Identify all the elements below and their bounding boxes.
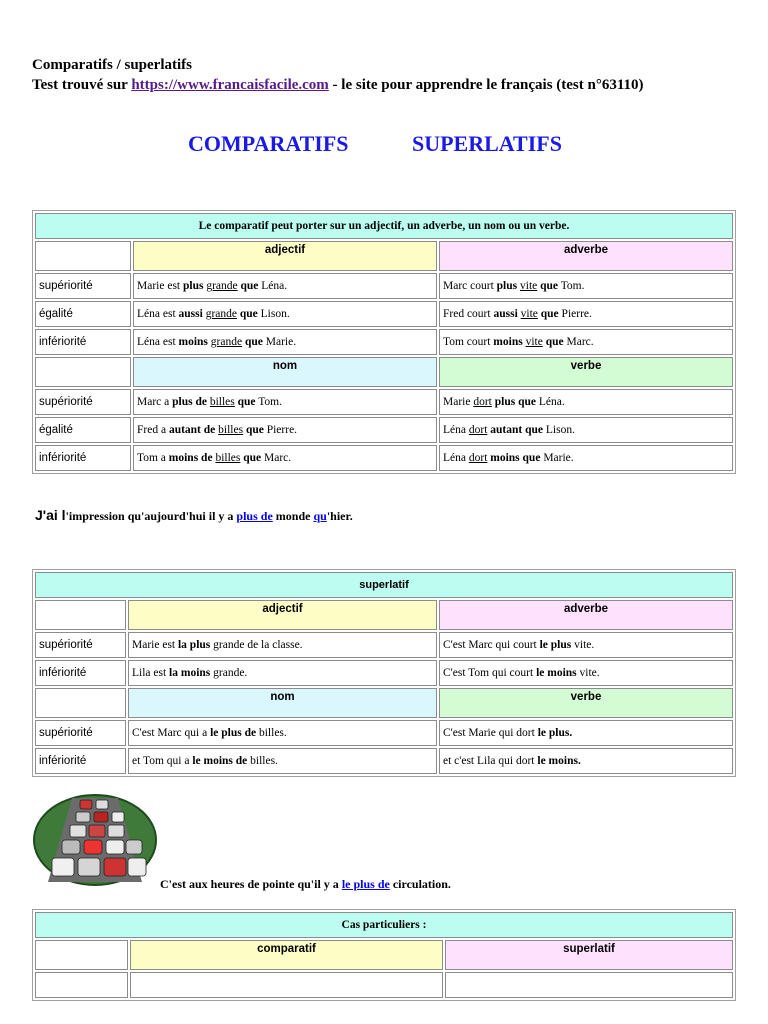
- cell-adverbe-inferiorite: C'est Tom qui court le moins vite.: [439, 660, 733, 686]
- cell-verbe-inferiorite: Léna dort moins que Marie.: [439, 445, 733, 471]
- cell-adverbe-inferiorite: Tom court moins vite que Marc.: [439, 329, 733, 355]
- header-comparatif: comparatif: [130, 940, 443, 970]
- cell-verbe-superiorite: C'est Marie qui dort le plus.: [439, 720, 733, 746]
- cell-adjectif-superiorite: Marie est la plus grande de la classe.: [128, 632, 437, 658]
- cell-adjectif-inferiorite: Lila est la moins grande.: [128, 660, 437, 686]
- empty-cell: [35, 357, 131, 387]
- empty-cell: [35, 688, 126, 718]
- header-verbe: verbe: [439, 688, 733, 718]
- cell-adjectif-egalite: Léna est aussi grande que Lison.: [133, 301, 437, 327]
- header-superlatif: superlatif: [445, 940, 733, 970]
- row-label-superiorite: supériorité: [35, 720, 126, 746]
- plus-de-link[interactable]: plus de: [236, 509, 273, 523]
- cell-nom-superiorite: Marc a plus de billes que Tom.: [133, 389, 437, 415]
- empty-cell: [130, 972, 443, 998]
- cell-nom-egalite: Fred a autant de billes que Pierre.: [133, 417, 437, 443]
- superlatif-caption: superlatif: [35, 572, 733, 598]
- cell-adjectif-superiorite: Marie est plus grande que Léna.: [133, 273, 437, 299]
- comparatif-caption: Le comparatif peut porter sur un adjectif, un adverbe, un nom ou un verbe.: [35, 213, 733, 239]
- empty-cell: [35, 940, 128, 970]
- row-label-inferiorite: infériorité: [35, 660, 126, 686]
- cell-nom-inferiorite: Tom a moins de billes que Marc.: [133, 445, 437, 471]
- cell-verbe-egalite: Léna dort autant que Lison.: [439, 417, 733, 443]
- header-adjectif: adjectif: [128, 600, 437, 630]
- row-label-superiorite: supériorité: [35, 632, 126, 658]
- example-sentence-comparatif: J'ai l'impression qu'aujourd'hui il y a plus de monde qu'hier.: [35, 507, 353, 523]
- header-title: Comparatifs / superlatifs: [32, 57, 192, 73]
- header-adverbe: adverbe: [439, 241, 733, 271]
- cas-particuliers-caption: Cas particuliers :: [35, 912, 733, 938]
- row-label-superiorite: supériorité: [35, 389, 131, 415]
- cell-nom-inferiorite: et Tom qui a le moins de billes.: [128, 748, 437, 774]
- row-label-inferiorite: infériorité: [35, 445, 131, 471]
- title-comparatifs: COMPARATIFS: [188, 131, 349, 156]
- header-source-suffix: - le site pour apprendre le français (test n°63110): [328, 77, 644, 93]
- cell-verbe-inferiorite: et c'est Lila qui dort le moins.: [439, 748, 733, 774]
- cell-adverbe-superiorite: Marc court plus vite que Tom.: [439, 273, 733, 299]
- header-source-prefix: Test trouvé sur: [32, 77, 132, 93]
- empty-cell: [445, 972, 733, 998]
- header-nom: nom: [128, 688, 437, 718]
- empty-cell: [35, 972, 128, 998]
- francaisfacile-link[interactable]: https://www.francaisfacile.com: [131, 77, 329, 93]
- comparatif-table: [32, 210, 736, 474]
- cell-verbe-superiorite: Marie dort plus que Léna.: [439, 389, 733, 415]
- row-label-inferiorite: infériorité: [35, 748, 126, 774]
- row-label-inferiorite: infériorité: [35, 329, 131, 355]
- example-sentence-superlatif: C'est aux heures de pointe qu'il y a le plus de circulation.: [160, 877, 451, 891]
- cell-adverbe-superiorite: C'est Marc qui court le plus vite.: [439, 632, 733, 658]
- header-adjectif: adjectif: [133, 241, 437, 271]
- traffic-jam-illustration: [32, 790, 158, 890]
- cell-adjectif-inferiorite: Léna est moins grande que Marie.: [133, 329, 437, 355]
- header-verbe: verbe: [439, 357, 733, 387]
- le-plus-de-link[interactable]: le plus de: [341, 877, 390, 891]
- header-nom: nom: [133, 357, 437, 387]
- cas-particuliers-table: [32, 909, 736, 1001]
- header-adverbe: adverbe: [439, 600, 733, 630]
- empty-cell: [35, 241, 131, 271]
- cell-nom-superiorite: C'est Marc qui a le plus de billes.: [128, 720, 437, 746]
- superlatif-table: [32, 569, 736, 777]
- row-label-egalite: égalité: [35, 301, 131, 327]
- row-label-superiorite: supériorité: [35, 273, 131, 299]
- header-source: [32, 77, 644, 94]
- row-label-egalite: égalité: [35, 417, 131, 443]
- title-superlatifs: SUPERLATIFS: [412, 131, 562, 156]
- cell-adverbe-egalite: Fred court aussi vite que Pierre.: [439, 301, 733, 327]
- empty-cell: [35, 600, 126, 630]
- qu-link[interactable]: qu: [313, 509, 327, 523]
